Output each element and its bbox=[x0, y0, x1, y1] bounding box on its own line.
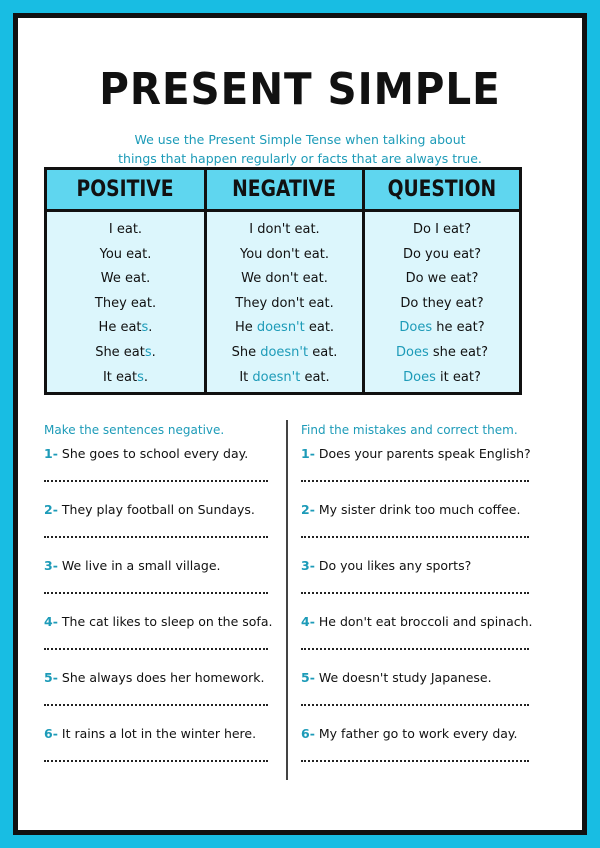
item-text: My father go to work every day. bbox=[318, 726, 518, 741]
answer-line[interactable] bbox=[44, 592, 268, 594]
table-cell bbox=[249, 218, 319, 243]
cell-text: Do they eat? bbox=[400, 295, 484, 311]
item-text: Do you likes any sports? bbox=[318, 558, 472, 573]
exercise-mistakes bbox=[301, 420, 533, 776]
cell-text: They don't eat. bbox=[235, 295, 334, 311]
exercise-sentence bbox=[44, 664, 268, 692]
header-question: QUESTION bbox=[365, 170, 519, 212]
cell-text: eat. bbox=[304, 320, 335, 336]
cell-text: She bbox=[231, 344, 261, 360]
positive-column bbox=[47, 212, 207, 392]
intro-line: We use the Present Simple Tense when talking about bbox=[134, 132, 466, 147]
exercise-sentence bbox=[301, 440, 529, 468]
item-number: 4- bbox=[301, 614, 315, 629]
exercise-sentence bbox=[44, 552, 268, 580]
exercise-item bbox=[301, 720, 529, 776]
question-column bbox=[365, 212, 519, 392]
cell-text: it eat? bbox=[435, 369, 481, 385]
cell-text: She eat bbox=[95, 344, 145, 360]
table-cell bbox=[241, 267, 328, 292]
exercise-sentence bbox=[301, 552, 529, 580]
table-cell bbox=[403, 243, 481, 268]
item-number: 1- bbox=[44, 446, 58, 461]
item-text: We live in a small village. bbox=[61, 558, 221, 573]
table-cell bbox=[95, 292, 156, 317]
item-number: 6- bbox=[301, 726, 315, 741]
cell-text: she eat? bbox=[428, 344, 488, 360]
cell-text: They eat. bbox=[94, 295, 157, 311]
exercise-sentence bbox=[44, 720, 268, 748]
highlighted-form: s bbox=[141, 320, 149, 336]
exercise-sentence bbox=[44, 440, 268, 468]
exercise-item bbox=[301, 664, 529, 720]
answer-line[interactable] bbox=[44, 648, 268, 650]
table-cell bbox=[406, 267, 479, 292]
item-text: The cat likes to sleep on the sofa. bbox=[61, 614, 273, 629]
highlighted-form: doesn't bbox=[256, 320, 305, 336]
header-negative: NEGATIVE bbox=[207, 170, 365, 212]
answer-line[interactable] bbox=[301, 648, 529, 650]
answer-line[interactable] bbox=[44, 536, 268, 538]
item-text: She goes to school every day. bbox=[61, 446, 249, 461]
highlighted-form: doesn't bbox=[252, 369, 301, 385]
item-number: 2- bbox=[301, 502, 315, 517]
exercise-item bbox=[301, 440, 529, 496]
answer-line[interactable] bbox=[301, 760, 529, 762]
exercise-sentence bbox=[301, 664, 529, 692]
table-cell bbox=[101, 267, 150, 292]
intro-text bbox=[18, 130, 582, 168]
exercise-item bbox=[44, 664, 268, 720]
table-cell bbox=[99, 316, 153, 341]
table-cell bbox=[232, 341, 338, 366]
table-cell bbox=[413, 218, 471, 243]
exercise-negative bbox=[44, 420, 273, 776]
answer-line[interactable] bbox=[301, 536, 529, 538]
answer-line[interactable] bbox=[44, 760, 268, 762]
table-cell bbox=[103, 366, 148, 391]
item-number: 5- bbox=[44, 670, 58, 685]
answer-line[interactable] bbox=[301, 592, 529, 594]
exercise-item bbox=[44, 608, 273, 664]
negative-column bbox=[207, 212, 365, 392]
intro-line: things that happen regularly or facts that are always true. bbox=[118, 151, 482, 166]
item-text: She always does her homework. bbox=[61, 670, 265, 685]
table-cell bbox=[403, 366, 481, 391]
exercise-item bbox=[44, 496, 268, 552]
page-title: PRESENT SIMPLE bbox=[99, 64, 501, 115]
item-text: They play football on Sundays. bbox=[61, 502, 255, 517]
exercise-item bbox=[301, 496, 529, 552]
cell-text: he eat? bbox=[432, 320, 485, 336]
exercise-item bbox=[301, 552, 529, 608]
table-cell bbox=[100, 243, 152, 268]
grammar-table bbox=[44, 167, 522, 395]
table-cell bbox=[400, 292, 483, 317]
item-text: He don't eat broccoli and spinach. bbox=[318, 614, 533, 629]
highlighted-form: Does bbox=[396, 344, 429, 360]
cell-text: eat. bbox=[300, 369, 330, 385]
cell-text: Do I eat? bbox=[412, 222, 472, 237]
exercise-sentence bbox=[301, 720, 529, 748]
table-cell bbox=[95, 341, 156, 366]
exercise-item bbox=[301, 608, 533, 664]
cell-text: He bbox=[234, 320, 257, 336]
table-cell bbox=[396, 341, 488, 366]
highlighted-form: Does bbox=[403, 369, 436, 385]
item-number: 6- bbox=[44, 726, 58, 741]
cell-text: You don't eat. bbox=[240, 246, 329, 262]
exercise-heading: Make the sentences negative. bbox=[44, 423, 225, 437]
item-number: 4- bbox=[44, 614, 58, 629]
item-number: 1- bbox=[301, 446, 315, 461]
cell-text: Do you eat? bbox=[402, 246, 482, 262]
exercise-sentence bbox=[301, 496, 529, 524]
cell-text: . bbox=[143, 369, 149, 385]
table-cell bbox=[235, 292, 333, 317]
item-text: It rains a lot in the winter here. bbox=[61, 726, 257, 741]
answer-line[interactable] bbox=[301, 480, 529, 482]
exercise-item bbox=[44, 440, 268, 496]
exercise-heading: Find the mistakes and correct them. bbox=[301, 423, 518, 437]
item-number: 2- bbox=[44, 502, 58, 517]
cell-text: You eat. bbox=[99, 246, 152, 262]
exercise-sentence bbox=[44, 608, 273, 636]
header-positive: POSITIVE bbox=[47, 170, 207, 212]
cell-text: I eat. bbox=[108, 222, 143, 237]
cell-text: It bbox=[239, 369, 253, 385]
cell-text: He eat bbox=[98, 320, 142, 336]
exercise-sentence bbox=[301, 608, 533, 636]
table-cell bbox=[399, 316, 484, 341]
item-number: 3- bbox=[301, 558, 315, 573]
table-cell bbox=[235, 316, 334, 341]
cell-text: . bbox=[151, 344, 156, 360]
cell-text: We eat. bbox=[100, 271, 151, 287]
cell-text: Do we eat? bbox=[405, 271, 479, 287]
item-text: My sister drink too much coffee. bbox=[318, 502, 521, 517]
cell-text: eat. bbox=[308, 344, 338, 360]
item-text: Does your parents speak English? bbox=[318, 446, 531, 461]
cell-text: We don't eat. bbox=[241, 271, 328, 287]
item-number: 3- bbox=[44, 558, 58, 573]
exercise-sentence bbox=[44, 496, 268, 524]
cell-text: I don't eat. bbox=[249, 222, 320, 237]
answer-line[interactable] bbox=[44, 480, 268, 482]
answer-line[interactable] bbox=[44, 704, 268, 706]
highlighted-form: s bbox=[137, 369, 144, 385]
highlighted-form: doesn't bbox=[260, 344, 309, 360]
highlighted-form: Does bbox=[399, 320, 433, 336]
item-number: 5- bbox=[301, 670, 315, 685]
exercise-item bbox=[44, 552, 268, 608]
table-cell bbox=[109, 218, 142, 243]
column-divider bbox=[286, 420, 288, 780]
cell-text: It eat bbox=[102, 369, 138, 385]
exercise-item bbox=[44, 720, 268, 776]
cell-text: . bbox=[148, 320, 153, 336]
table-cell bbox=[239, 366, 329, 391]
table-cell bbox=[240, 243, 329, 268]
answer-line[interactable] bbox=[301, 704, 529, 706]
highlighted-form: s bbox=[144, 344, 152, 360]
item-text: We doesn't study Japanese. bbox=[318, 670, 492, 685]
